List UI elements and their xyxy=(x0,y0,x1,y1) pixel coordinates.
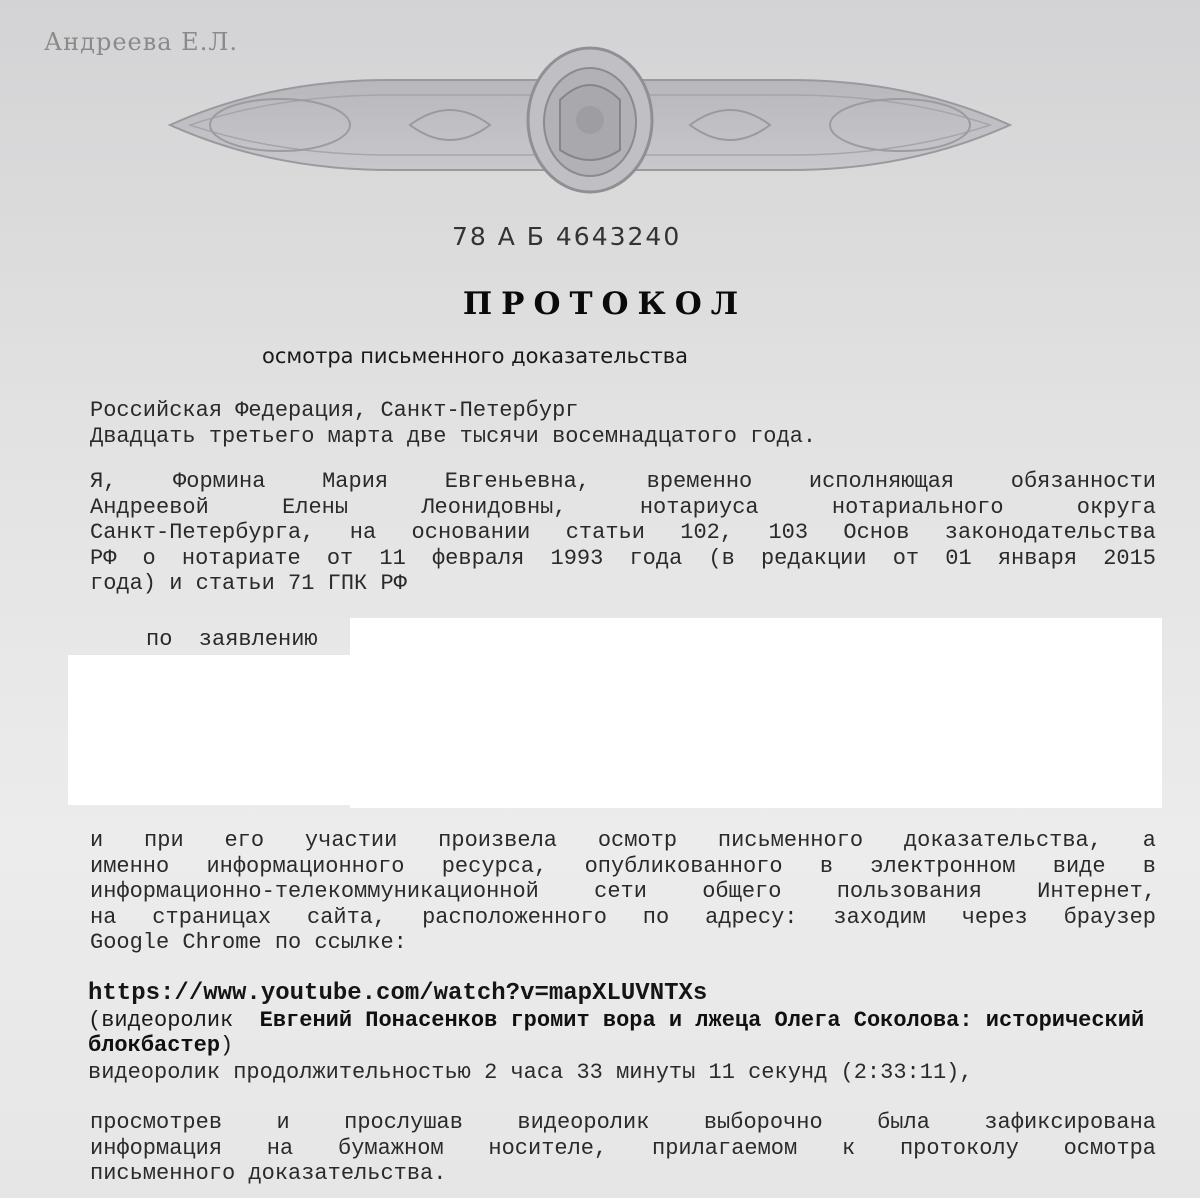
video-title-line xyxy=(88,1008,1168,1058)
closing-paragraph xyxy=(90,1110,1156,1187)
serial-number: 78 А Б 4643240 xyxy=(452,222,682,251)
intro-line: Я, Формина Мария Евгеньевна, временно исполняющая обязанности xyxy=(90,469,1156,494)
video-url: https://www.youtube.com/watch?v=mapXLUVNTXs xyxy=(88,980,708,1007)
application-label: по заявлению xyxy=(146,627,318,652)
inspection-line: Google Chrome по ссылке: xyxy=(90,930,407,956)
intro-paragraph xyxy=(90,469,1156,597)
intro-line: Санкт-Петербурга, на основании статьи 102, 103 Основ законодательства xyxy=(90,520,1156,546)
inspection-line: и при его участии произвела осмотр письменного доказательства, а xyxy=(90,828,1156,853)
inspection-line: информационно-телекоммуникационной сети общего пользования Интернет, xyxy=(90,879,1156,905)
inspection-line: на страницах сайта, расположенного по адресу: заходим через браузер xyxy=(90,904,1156,930)
intro-line: Андреевой Елены Леонидовны, нотариуса нотариального округа xyxy=(90,494,1156,520)
video-title: Евгений Понасенков громит вора и лжеца Олега Соколова: исторический блокбастер xyxy=(88,1008,1145,1058)
video-prefix: (видеоролик xyxy=(88,1008,260,1033)
intro-line: РФ о нотариате от 11 февраля 1993 года (в редакции от 01 января 2015 xyxy=(90,545,1156,571)
inspection-paragraph xyxy=(90,828,1156,956)
redaction-box-right xyxy=(350,618,1162,808)
closing-line: информация на бумажном носителе, прилагаемом к протоколу осмотра xyxy=(90,1135,1156,1161)
closing-line: письменного доказательства. xyxy=(90,1161,447,1187)
closing-line: просмотрев и прослушав видеоролик выборочно была зафиксирована xyxy=(90,1110,1156,1135)
redaction-box-left xyxy=(68,655,390,805)
coat-of-arms-icon xyxy=(528,48,652,192)
inspection-line: именно информационного ресурса, опубликованного в электронном виде в xyxy=(90,853,1156,879)
video-duration: видеоролик продолжительностью 2 часа 33 минуты 11 секунд (2:33:11), xyxy=(88,1060,973,1085)
video-suffix: ) xyxy=(220,1033,234,1058)
document-title: ПРОТОКОЛ xyxy=(462,286,748,322)
ornamental-emblem-band xyxy=(150,40,1030,210)
document-subtitle: осмотра письменного доказательства xyxy=(262,344,689,368)
owner-stamp: Андреева Е.Л. xyxy=(44,28,238,56)
place-line: Российская Федерация, Санкт-Петербург xyxy=(90,398,579,423)
date-line: Двадцать третьего марта две тысячи восемнадцатого года. xyxy=(90,424,817,449)
intro-line: года) и статьи 71 ГПК РФ xyxy=(90,571,407,597)
